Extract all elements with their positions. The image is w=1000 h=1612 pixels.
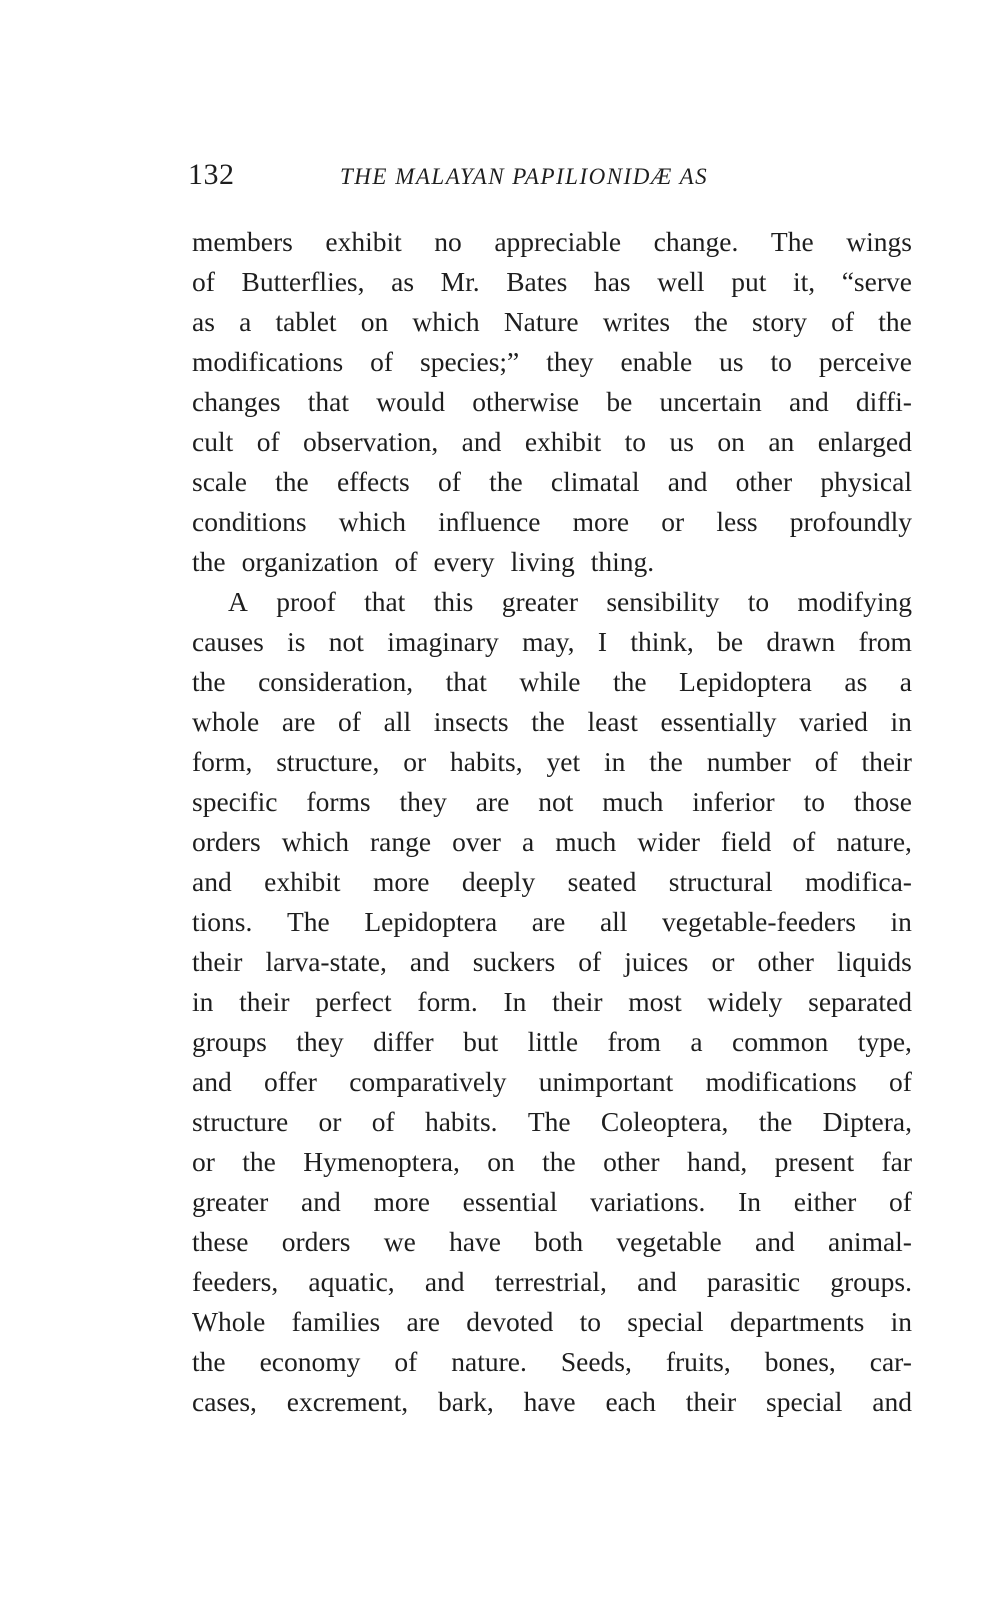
- word: as: [844, 666, 868, 697]
- word: of: [394, 1346, 418, 1377]
- word: The: [770, 226, 814, 257]
- text-line: [192, 1222, 912, 1262]
- text-line: [192, 262, 912, 302]
- word: much: [602, 786, 664, 817]
- word: Lepidoptera: [679, 666, 812, 697]
- word: of: [256, 426, 280, 457]
- word: in: [890, 1306, 912, 1337]
- word: influence: [438, 506, 541, 537]
- word: in: [604, 746, 626, 777]
- text-line: [192, 462, 912, 502]
- text-line: [192, 822, 912, 862]
- word: groups.: [830, 1266, 912, 1297]
- word: A: [228, 586, 248, 617]
- word: and: [409, 946, 450, 977]
- word: from: [607, 1026, 661, 1057]
- word: over: [452, 826, 501, 857]
- word: consideration,: [258, 666, 414, 697]
- word: the: [878, 306, 912, 337]
- word: and: [424, 1266, 465, 1297]
- word: cases,: [192, 1386, 257, 1417]
- word: both: [534, 1226, 584, 1257]
- word: their: [239, 986, 290, 1017]
- word: otherwise: [472, 386, 580, 417]
- word: a: [239, 306, 252, 337]
- word: economy: [259, 1346, 361, 1377]
- word: more: [373, 1186, 430, 1217]
- text-line: [192, 662, 912, 702]
- text-line: [192, 582, 912, 622]
- word: to: [803, 786, 825, 817]
- word: climatal: [550, 466, 640, 497]
- word: and: [637, 1266, 677, 1297]
- word: be: [606, 386, 633, 417]
- word: profoundly: [789, 506, 912, 537]
- word: all: [599, 906, 628, 937]
- word: form.: [417, 986, 478, 1017]
- word: species;”: [420, 346, 520, 377]
- word: uncertain: [659, 386, 762, 417]
- word: to: [770, 346, 792, 377]
- word: imaginary: [387, 626, 499, 657]
- word: drawn: [766, 626, 836, 657]
- word: bark,: [438, 1386, 494, 1417]
- word: members: [192, 226, 293, 257]
- word: in: [890, 906, 912, 937]
- word: inferior: [692, 786, 775, 817]
- word: on: [717, 426, 745, 457]
- word: car-: [869, 1346, 912, 1377]
- word: these: [192, 1226, 249, 1257]
- text-line: [192, 1302, 912, 1342]
- word: Whole: [192, 1306, 266, 1337]
- word: not: [328, 626, 364, 657]
- word: parasitic: [706, 1266, 801, 1297]
- word: other: [603, 1146, 660, 1177]
- word: exhibit: [524, 426, 602, 457]
- word: the: [542, 1146, 576, 1177]
- word: more: [572, 506, 630, 537]
- word: on: [487, 1146, 515, 1177]
- word: the: [649, 746, 683, 777]
- word: structure,: [276, 746, 380, 777]
- word: families: [291, 1306, 381, 1337]
- word: from: [858, 626, 912, 657]
- word: their: [552, 986, 603, 1017]
- word: the: [612, 666, 647, 697]
- word: seated: [567, 866, 637, 897]
- word: and: [461, 426, 502, 457]
- word: us: [669, 426, 694, 457]
- word: type,: [857, 1026, 912, 1057]
- word: structural: [668, 866, 773, 897]
- text-line: [192, 1062, 912, 1102]
- word: and: [192, 1066, 232, 1097]
- word: and: [872, 1386, 912, 1417]
- word: the: [694, 306, 728, 337]
- word: liquids: [837, 946, 912, 977]
- word: each: [605, 1386, 656, 1417]
- word: or: [192, 1146, 215, 1177]
- word: conditions: [192, 506, 307, 537]
- word: unimportant: [538, 1066, 674, 1097]
- text-line: [192, 982, 912, 1022]
- word: common: [732, 1026, 829, 1057]
- word: animal-: [827, 1226, 912, 1257]
- text-line: [192, 382, 912, 422]
- word: which: [281, 826, 349, 857]
- word: those: [853, 786, 912, 817]
- word: we: [383, 1226, 416, 1257]
- word: to: [579, 1306, 601, 1337]
- word: they: [546, 346, 594, 377]
- word: wider: [637, 826, 700, 857]
- word: that: [364, 586, 406, 617]
- word: and: [789, 386, 829, 417]
- word: field: [720, 826, 772, 857]
- word: insects: [433, 706, 509, 737]
- word: orders: [192, 826, 261, 857]
- word: are: [281, 706, 316, 737]
- word: or: [403, 746, 427, 777]
- word: habits,: [450, 746, 523, 777]
- word: feeders,: [192, 1266, 279, 1297]
- word: no: [434, 226, 462, 257]
- word: put: [731, 266, 767, 297]
- word: is: [287, 626, 306, 657]
- word: forms: [306, 786, 371, 817]
- word: Bates: [506, 266, 568, 297]
- word: essential: [462, 1186, 558, 1217]
- word: The: [286, 906, 330, 937]
- word: writes: [602, 306, 671, 337]
- word: but: [463, 1026, 499, 1057]
- text-line: [192, 622, 912, 662]
- word: that: [307, 386, 350, 417]
- word: of: [889, 1066, 912, 1097]
- word: varied: [799, 706, 868, 737]
- word: they: [399, 786, 447, 817]
- word: I: [597, 626, 608, 657]
- word: aquatic,: [308, 1266, 395, 1297]
- word: organization: [241, 546, 379, 577]
- word: modifications: [705, 1066, 857, 1097]
- word: of: [792, 826, 816, 857]
- word: much: [555, 826, 617, 857]
- word: modifica-: [805, 866, 912, 897]
- word: Lepidoptera: [364, 906, 498, 937]
- word: thing.: [590, 546, 655, 577]
- word: structure: [192, 1106, 289, 1137]
- paragraph-1: [192, 222, 912, 582]
- word: and: [192, 866, 232, 897]
- word: juices: [624, 946, 689, 977]
- word: suckers: [472, 946, 556, 977]
- word: of: [338, 706, 361, 737]
- word: enlarged: [817, 426, 912, 457]
- text-line: [192, 342, 912, 382]
- text-line: [192, 942, 912, 982]
- word: to: [624, 426, 647, 457]
- text-line: [192, 1022, 912, 1062]
- word: of: [371, 1106, 395, 1137]
- word: all: [383, 706, 412, 737]
- text-line: [192, 862, 912, 902]
- word: of: [889, 1186, 912, 1217]
- word: a: [521, 826, 535, 857]
- word: would: [376, 386, 445, 417]
- word: of: [394, 546, 418, 577]
- word: variations.: [590, 1186, 706, 1217]
- word: larva-state,: [265, 946, 387, 977]
- word: offer: [264, 1066, 317, 1097]
- word: the: [275, 466, 309, 497]
- word: departments: [729, 1306, 865, 1337]
- word: widely: [707, 986, 783, 1017]
- word: enable: [620, 346, 693, 377]
- word: are: [406, 1306, 441, 1337]
- word: excrement,: [286, 1386, 409, 1417]
- word: the: [192, 666, 226, 697]
- word: and: [301, 1186, 341, 1217]
- text-line: [192, 422, 912, 462]
- word: changes: [192, 386, 281, 417]
- text-line: [192, 302, 912, 342]
- word: other: [735, 466, 793, 497]
- word: that: [445, 666, 487, 697]
- word: has: [593, 266, 631, 297]
- word: range: [369, 826, 432, 857]
- word: Hymenoptera,: [303, 1146, 460, 1177]
- word: cult: [192, 426, 234, 457]
- word: specific: [192, 786, 278, 817]
- word: of: [578, 946, 602, 977]
- word: whole: [192, 706, 260, 737]
- word: bones,: [764, 1346, 836, 1377]
- text-line: [192, 542, 912, 582]
- word: terrestrial,: [494, 1266, 607, 1297]
- word: it,: [792, 266, 816, 297]
- word: appreciable: [494, 226, 622, 257]
- running-head: [188, 158, 908, 198]
- word: Seeds,: [560, 1346, 632, 1377]
- word: well: [657, 266, 705, 297]
- word: modifications: [192, 346, 344, 377]
- word: as: [391, 266, 415, 297]
- text-line: [192, 1262, 912, 1302]
- word: perfect: [315, 986, 392, 1017]
- word: greater: [192, 1186, 269, 1217]
- word: the: [531, 706, 565, 737]
- word: groups: [192, 1026, 267, 1057]
- word: exhibit: [264, 866, 341, 897]
- text-line: [192, 222, 912, 262]
- word: they: [296, 1026, 344, 1057]
- word: special: [627, 1306, 704, 1337]
- word: scale: [192, 466, 247, 497]
- word: deeply: [461, 866, 536, 897]
- word: of: [831, 306, 855, 337]
- word: effects: [336, 466, 410, 497]
- word: diffi-: [855, 386, 912, 417]
- word: devoted: [466, 1306, 554, 1337]
- word: change.: [653, 226, 739, 257]
- word: sensibility: [606, 586, 720, 617]
- word: wings: [846, 226, 912, 257]
- word: or: [318, 1106, 342, 1137]
- word: a: [690, 1026, 703, 1057]
- word: most: [628, 986, 682, 1017]
- word: the: [489, 466, 523, 497]
- text-line: [192, 1102, 912, 1142]
- word: to: [747, 586, 770, 617]
- text-line: [192, 1382, 912, 1422]
- word: least: [587, 706, 638, 737]
- word: Diptera,: [822, 1106, 912, 1137]
- word: of: [437, 466, 461, 497]
- word: in: [890, 706, 912, 737]
- word: think,: [630, 626, 694, 657]
- word: this: [433, 586, 474, 617]
- word: their: [192, 946, 243, 977]
- word: living: [510, 546, 575, 577]
- word: story: [751, 306, 807, 337]
- word: which: [338, 506, 406, 537]
- word: either: [793, 1186, 857, 1217]
- word: vegetable: [616, 1226, 722, 1257]
- word: observation,: [303, 426, 439, 457]
- text-line: [192, 1142, 912, 1182]
- word: proof: [276, 586, 336, 617]
- word: and: [667, 466, 708, 497]
- paragraph-2: [192, 582, 912, 1422]
- word: which: [412, 306, 480, 337]
- word: and: [755, 1226, 795, 1257]
- word: Nature: [503, 306, 579, 337]
- word: of: [192, 266, 215, 297]
- word: causes: [192, 626, 264, 657]
- page-number: 132: [188, 158, 235, 191]
- word: hand,: [686, 1146, 748, 1177]
- word: or: [661, 506, 685, 537]
- word: while: [519, 666, 581, 697]
- text-line: [192, 782, 912, 822]
- word: present: [774, 1146, 855, 1177]
- word: form,: [192, 746, 253, 777]
- word: tablet: [275, 306, 337, 337]
- word: physical: [820, 466, 912, 497]
- word: perceive: [818, 346, 912, 377]
- word: other: [757, 946, 814, 977]
- word: on: [360, 306, 389, 337]
- word: In: [738, 1186, 762, 1217]
- text-line: [192, 702, 912, 742]
- word: special: [766, 1386, 843, 1417]
- word: Mr.: [440, 266, 480, 297]
- word: or: [711, 946, 735, 977]
- word: essentially: [660, 706, 777, 737]
- word: their: [861, 746, 912, 777]
- word: us: [719, 346, 744, 377]
- word: greater: [501, 586, 579, 617]
- word: vegetable-feeders: [662, 906, 856, 937]
- word: the: [242, 1146, 276, 1177]
- word: “serve: [841, 266, 912, 297]
- word: separated: [808, 986, 912, 1017]
- word: may,: [522, 626, 575, 657]
- word: less: [716, 506, 758, 537]
- word: nature.: [451, 1346, 527, 1377]
- text-line: [192, 1342, 912, 1382]
- word: Coleoptera,: [600, 1106, 729, 1137]
- text-line: [192, 742, 912, 782]
- word: more: [372, 866, 430, 897]
- word: comparatively: [349, 1066, 507, 1097]
- word: nature,: [836, 826, 912, 857]
- word: as: [192, 306, 215, 337]
- word: not: [538, 786, 574, 817]
- word: tions.: [192, 906, 253, 937]
- word: of: [370, 346, 394, 377]
- word: fruits,: [665, 1346, 731, 1377]
- word: far: [881, 1146, 912, 1177]
- word: in: [192, 986, 214, 1017]
- word: the: [758, 1106, 793, 1137]
- word: are: [475, 786, 510, 817]
- word: little: [527, 1026, 579, 1057]
- word: an: [768, 426, 795, 457]
- text-line: [192, 902, 912, 942]
- word: the: [192, 1346, 226, 1377]
- word: a: [899, 666, 912, 697]
- word: be: [717, 626, 744, 657]
- word: number: [706, 746, 791, 777]
- text-line: [192, 1182, 912, 1222]
- word: are: [531, 906, 566, 937]
- word: modifying: [797, 586, 912, 617]
- word: of: [814, 746, 838, 777]
- word: exhibit: [325, 226, 402, 257]
- word: their: [685, 1386, 737, 1417]
- word: Butterflies,: [241, 266, 365, 297]
- word: the: [192, 546, 226, 577]
- word: yet: [546, 746, 581, 777]
- word: In: [503, 986, 527, 1017]
- word: every: [433, 546, 495, 577]
- running-title: THE MALAYAN PAPILIONIDÆ AS: [340, 164, 709, 189]
- word: habits.: [424, 1106, 498, 1137]
- word: The: [527, 1106, 571, 1137]
- word: have: [449, 1226, 501, 1257]
- word: orders: [281, 1226, 351, 1257]
- text-line: [192, 502, 912, 542]
- word: differ: [373, 1026, 434, 1057]
- word: have: [523, 1386, 576, 1417]
- body-text: [192, 222, 912, 1422]
